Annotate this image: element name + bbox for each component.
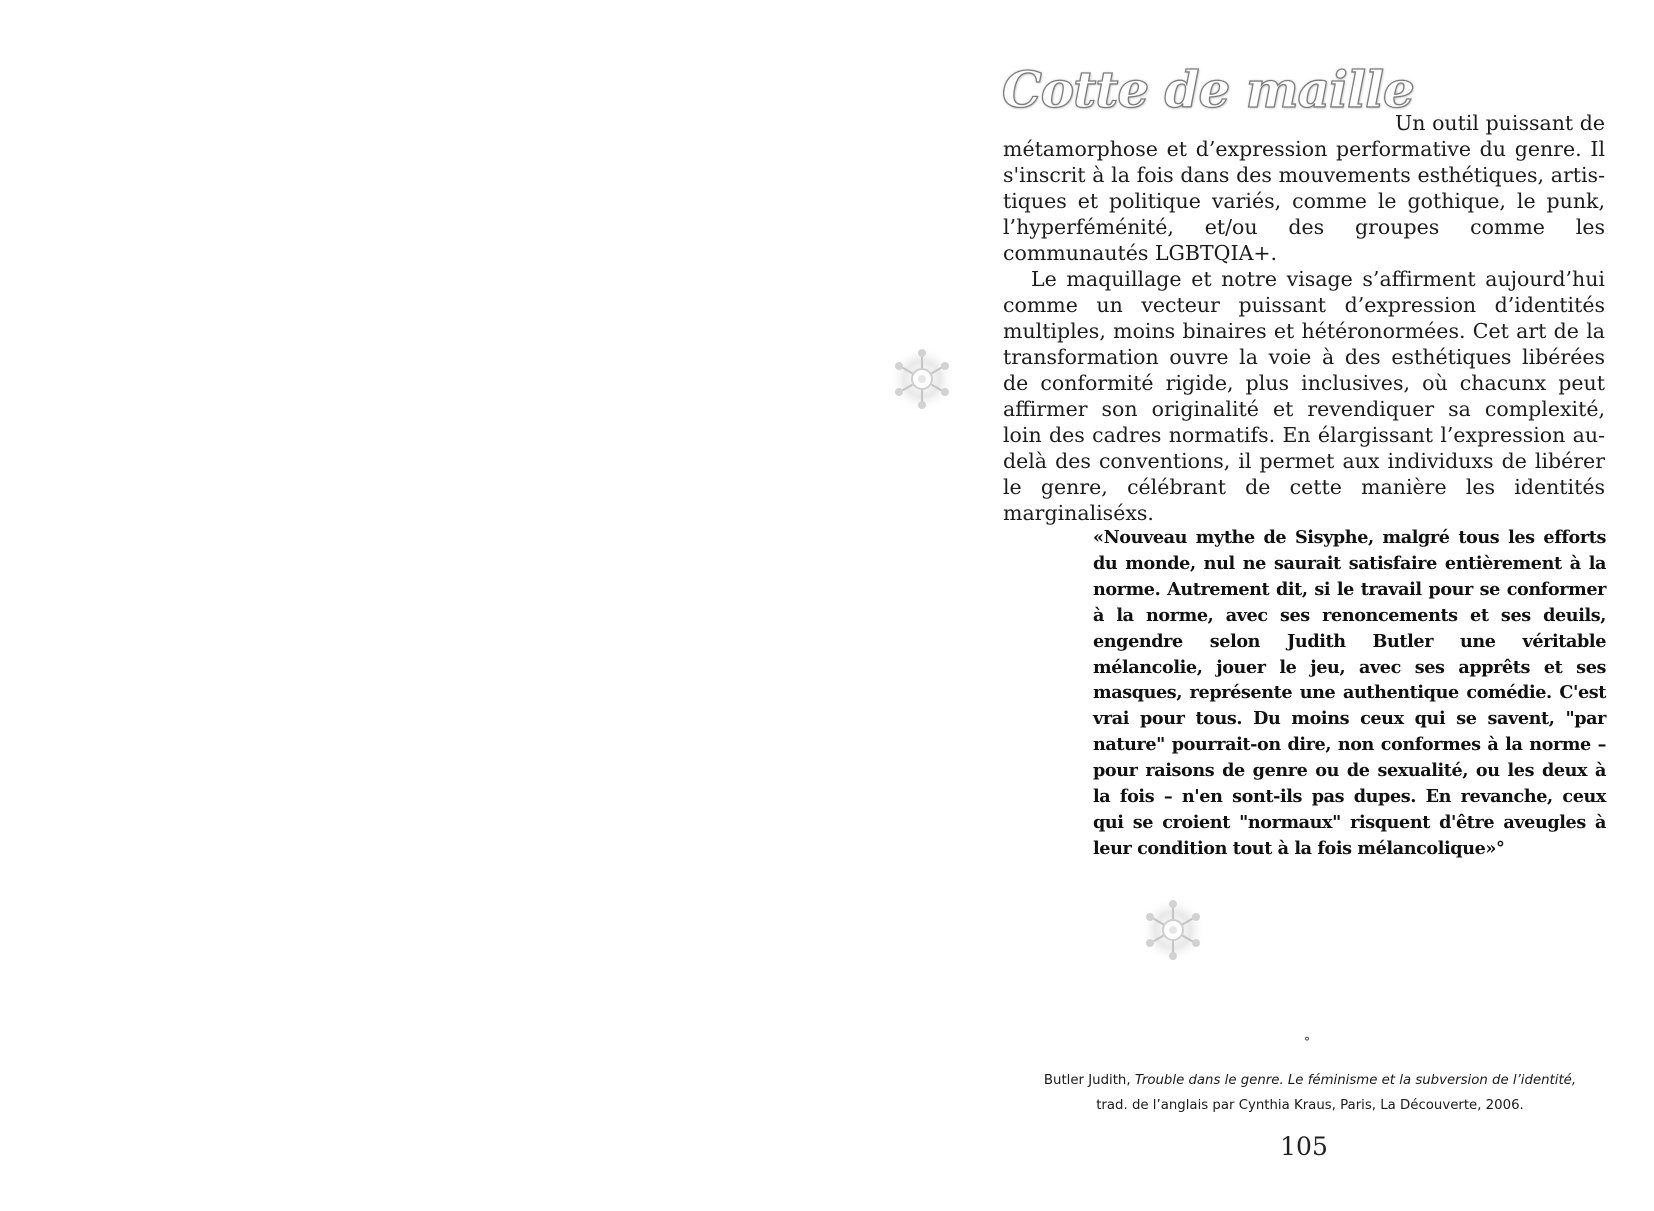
footnote-line-1 bbox=[1010, 1068, 1610, 1093]
snowflake-flourish-graphic bbox=[888, 345, 956, 413]
snowflake-flourish-icon bbox=[1139, 896, 1207, 964]
footnote-work-title: Trouble dans le genre. Le féminisme et la subversion de l’identité, bbox=[1134, 1073, 1577, 1088]
paragraph-makeup: Le maquillage et notre visage s’affirment aujourd’hui comme un vecteur puissant d’expression d’identités multiples, moins binaires et hétéronormées. Cet art de la transformation ouvre la voie à des esthétiques libérées de conformité rigide, plus inclusives, où chacunx peut affirmer son originalité et revendiquer sa complexité, loin des cadres normatifs. En élargissant l’expression au-delà des conventions, il permet aux individuxs de libérer le genre, célébrant de cette manière les identités marginaliséxs. bbox=[1003, 267, 1605, 525]
butler-quote: «Nouveau mythe de Sisyphe, malgré tous les efforts du monde, nul ne saurait satisfaire entièrement à la norme. Autrement dit, si le travail pour se conformer à la norme, avec ses renoncements et ses deuils, engendre selon Judith Butler une véritable mélancolie, jouer le jeu, avec ses apprêts et ses masques, représente une authentique comédie. C'est vrai pour tous. Du moins ceux qui se savent, "par nature" pourrait-on dire, non conformes à la norme – pour raisons de genre ou de sexualité, ou les deux à la fois – n'en sont-ils pas dupes. En revanche, ceux qui se croient "normaux" risquent d'être aveugles à leur condition tout à la fois mélancolique»° bbox=[1093, 527, 1606, 859]
footnote bbox=[1010, 1068, 1610, 1118]
snowflake-flourish-icon bbox=[888, 345, 956, 413]
snowflake-flourish-graphic bbox=[1139, 896, 1207, 964]
footnote-publication: trad. de l’anglais par Cynthia Kraus, Paris, La Découverte, 2006. bbox=[1096, 1098, 1524, 1113]
footnote-marker: ° bbox=[1304, 1035, 1310, 1049]
chapter-title: Cotte de maille bbox=[1002, 60, 1414, 119]
paragraph-intro: Un outil puissant de métamorphose et d’expression performative du genre. Il s'inscrit à la fois dans des mouvements esthétiques, artistiques et politique variés, comme le gothique, le punk, l’hyperféménité, et/ou des groupes comme les communautés LGBTQIA+. bbox=[1003, 111, 1605, 265]
page-number: 105 bbox=[1280, 1132, 1328, 1161]
footnote-author: Butler Judith, bbox=[1043, 1073, 1135, 1088]
body-text bbox=[1003, 110, 1605, 526]
